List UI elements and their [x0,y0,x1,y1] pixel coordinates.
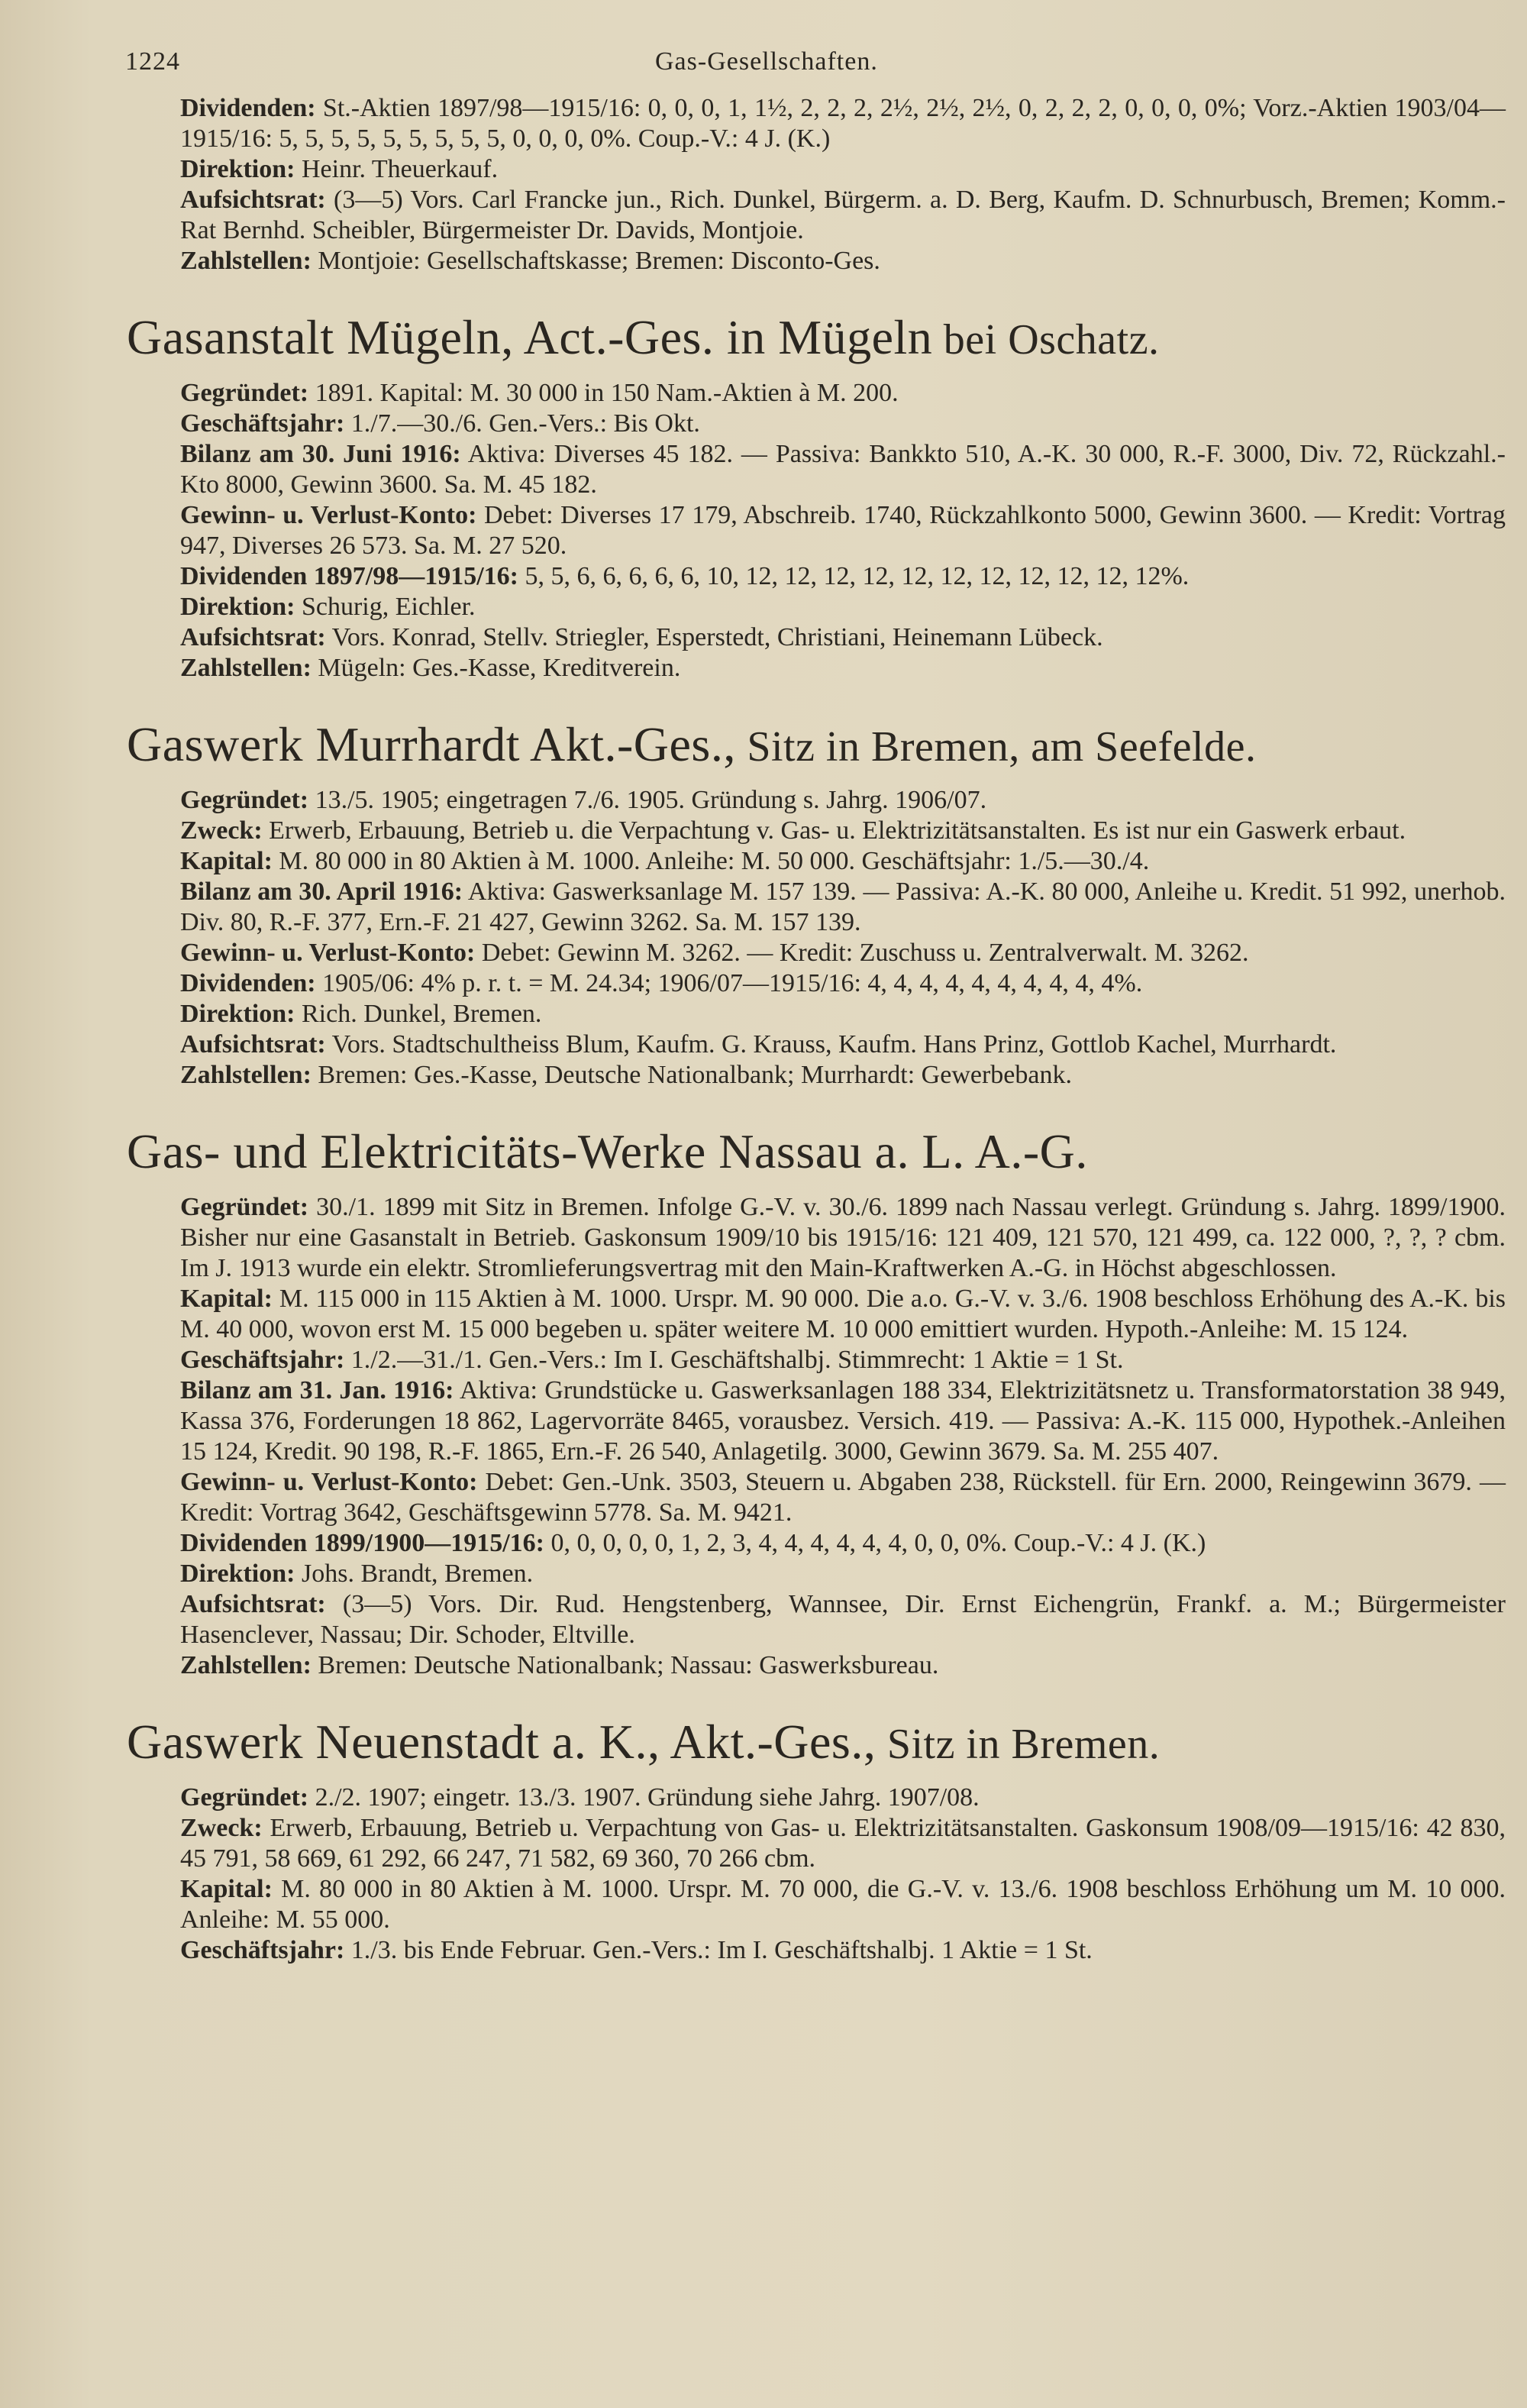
supervisory-board-line: Aufsichtsrat: (3—5) Vors. Carl Francke jun., Rich. Dunkel, Bürgerm. a. D. Berg, Kaufm. D. Schnurbusch, Bremen; Komm.-Rat Bernhd. Scheibler, Bürgermeister Dr. Davids, Montjoie. [180,186,1506,244]
dividends-line: Dividenden: St.-Aktien 1897/98—1915/16: 0, 0, 0, 1, 1½, 2, 2, 2, 2½, 2½, 2½, 0, 2, 2, 2, 0, 0, 0, 0%; Vorz.-Aktien 1903/04—1915/16: 5, 5, 5, 5, 5, 5, 5, 5, 5, 0, 0, 0, 0%. Coup.-V.: 4 J. (K.) [180,94,1506,153]
founded-line: Gegründet: 1891. Kapital: M. 30 000 in 150 Nam.-Aktien à M. 200. [180,379,899,407]
balance-line: Bilanz am 31. Jan. 1916: Aktiva: Grundstücke u. Gaswerksanlagen 188 334, Elektrizitätsnetz u. Transformatorstation 38 949, Kassa 376, Forderungen 18 862, Lagervorräte 8465, vorausbez. Versich. 419. — Passiva: A.-K. 115 000, Hypothek.-Anleihen 15 124, Kredit. 90 198, R.-F. 1865, Ern.-F. 26 540, Anlagetilg. 3000, Gewinn 3679. Sa. M. 255 407. [180,1376,1506,1466]
entry-gaswerk-murrhardt [127,717,1506,1091]
board-line: Direktion: Johs. Brandt, Bremen. [180,1560,534,1588]
dividends-line: Dividenden 1899/1900—1915/16: 0, 0, 0, 0, 0, 1, 2, 3, 4, 4, 4, 4, 4, 4, 0, 0, 0%. Coup.-V.: 4 J. (K.) [180,1529,1206,1557]
company-heading: Gasanstalt Mügeln, Act.-Ges. in Mügeln bei Oschatz. [127,310,1160,364]
fiscal-year-line: Geschäftsjahr: 1./7.—30./6. Gen.-Vers.: Bis Okt. [180,409,700,438]
entry-gaswerk-neuenstadt [127,1715,1506,1966]
supervisory-board-line: Aufsichtsrat: Vors. Konrad, Stellv. Striegler, Esperstedt, Christiani, Heinemann Lübeck. [180,623,1103,651]
capital-line: Kapital: M. 80 000 in 80 Aktien à M. 1000. Anleihe: M. 50 000. Geschäftsjahr: 1./5.—30./4. [180,847,1150,875]
paying-agents-line: Zahlstellen: Montjoie: Gesellschaftskasse; Bremen: Disconto-Ges. [180,247,880,275]
balance-line: Bilanz am 30. April 1916: Aktiva: Gaswerksanlage M. 157 139. — Passiva: A.-K. 80 000, Anleihe u. Kredit. 51 992, unerhob. Div. 80, R.-F. 377, Ern.-F. 21 427, Gewinn 3262. Sa. M. 157 139. [180,878,1506,936]
founded-line: Gegründet: 30./1. 1899 mit Sitz in Bremen. Infolge G.-V. v. 30./6. 1899 nach Nassau verlegt. Gründung s. Jahrg. 1899/1900. Bisher nur eine Gasanstalt in Betrieb. Gaskonsum 1909/10 bis 1915/16: 121 409, 121 570, 121 499, ca. 122 000, ?, ?, ? cbm. Im J. 1913 wurde ein elektr. Stromlieferungsvertrag mit den Main-Kraftwerken A.-G. in Höchst abgeschlossen. [180,1193,1506,1282]
supervisory-board-line: Aufsichtsrat: (3—5) Vors. Dir. Rud. Hengstenberg, Wannsee, Dir. Ernst Eichengrün, Frankf. a. M.; Bürgermeister Hasenclever, Nassau; Dir. Schoder, Eltville. [180,1590,1506,1649]
fiscal-year-line: Geschäftsjahr: 1./3. bis Ende Februar. Gen.-Vers.: Im I. Geschäftshalbj. 1 Aktie = 1 St. [180,1936,1093,1964]
profit-loss-line: Gewinn- u. Verlust-Konto: Debet: Gewinn M. 3262. — Kredit: Zuschuss u. Zentralverwalt. M. 3262. [180,939,1249,967]
balance-line: Bilanz am 30. Juni 1916: Aktiva: Diverses 45 182. — Passiva: Bankkto 510, A.-K. 30 000, R.-F. 3000, Div. 72, Rückzahl.-Kto 8000, Gewinn 3600. Sa. M. 45 182. [180,440,1506,499]
profit-loss-line: Gewinn- u. Verlust-Konto: Debet: Gen.-Unk. 3503, Steuern u. Abgaben 238, Rückstell. für Ern. 2000, Reingewinn 3679. — Kredit: Vortrag 3642, Geschäftsgewinn 5778. Sa. M. 9421. [180,1468,1506,1527]
paying-agents-line: Zahlstellen: Bremen: Ges.-Kasse, Deutsche Nationalbank; Murrhardt: Gewerbebank. [180,1061,1072,1089]
supervisory-board-line: Aufsichtsrat: Vors. Stadtschultheiss Blum, Kaufm. G. Krauss, Kaufm. Hans Prinz, Gottlob Kachel, Murrhardt. [180,1030,1337,1059]
dividends-line: Dividenden 1897/98—1915/16: 5, 5, 6, 6, 6, 6, 6, 10, 12, 12, 12, 12, 12, 12, 12, 12, 12, 12, 12%. [180,562,1190,590]
page-number: 1224 [125,47,180,76]
capital-line: Kapital: M. 80 000 in 80 Aktien à M. 1000. Urspr. M. 70 000, die G.-V. v. 13./6. 1908 beschloss Erhöhung um M. 10 000. Anleihe: M. 55 000. [180,1875,1506,1934]
dividends-line: Dividenden: 1905/06: 4% p. r. t. = M. 24.34; 1906/07—1915/16: 4, 4, 4, 4, 4, 4, 4, 4, 4, 4%. [180,969,1143,997]
paying-agents-line: Zahlstellen: Mügeln: Ges.-Kasse, Kreditverein. [180,654,681,682]
company-heading: Gaswerk Neuenstadt a. K., Akt.-Ges., Sitz in Bremen. [127,1715,1161,1769]
board-line: Direktion: Heinr. Theuerkauf. [180,155,499,183]
running-title: Gas-Gesellschaften. [655,47,878,76]
paying-agents-line: Zahlstellen: Bremen: Deutsche Nationalbank; Nassau: Gaswerksbureau. [180,1651,939,1679]
founded-line: Gegründet: 2./2. 1907; eingetr. 13./3. 1907. Gründung siehe Jahrg. 1907/08. [180,1783,980,1812]
purpose-line: Zweck: Erwerb, Erbauung, Betrieb u. Verpachtung von Gas- u. Elektrizitätsanstalten. Gaskonsum 1908/09—1915/16: 42 830, 45 791, 58 669, 61 292, 66 247, 71 582, 69 360, 70 266 cbm. [180,1814,1506,1873]
capital-line: Kapital: M. 115 000 in 115 Aktien à M. 1000. Urspr. M. 90 000. Die a.o. G.-V. v. 3./6. 1908 beschloss Erhöhung des A.-K. bis M. 40 000, wovon erst M. 15 000 begeben u. später weitere M. 10 000 emittiert wurden. Hypoth.-Anleihe: M. 15 124. [180,1285,1506,1343]
fiscal-year-line: Geschäftsjahr: 1./2.—31./1. Gen.-Vers.: Im I. Geschäftshalbj. Stimmrecht: 1 Aktie = 1 St. [180,1346,1124,1374]
entry-previous-company [180,93,1506,276]
purpose-line: Zweck: Erwerb, Erbauung, Betrieb u. die Verpachtung v. Gas- u. Elektrizitätsanstalten. Es ist nur ein Gaswerk erbaut. [180,816,1406,845]
founded-line: Gegründet: 13./5. 1905; eingetragen 7./6. 1905. Gründung s. Jahrg. 1906/07. [180,786,987,814]
company-heading: Gas- und Elektricitäts-Werke Nassau a. L. A.-G. [127,1124,1088,1178]
board-line: Direktion: Rich. Dunkel, Bremen. [180,1000,542,1028]
entry-gas-elektricitaets-werke-nassau [127,1124,1506,1681]
profit-loss-line: Gewinn- u. Verlust-Konto: Debet: Diverses 17 179, Abschreib. 1740, Rückzahlkonto 5000, Gewinn 3600. — Kredit: Vortrag 947, Diverses 26 573. Sa. M. 27 520. [180,501,1506,560]
running-head [125,47,1506,93]
board-line: Direktion: Schurig, Eichler. [180,593,476,621]
entry-gasanstalt-muegeln [127,310,1506,684]
company-heading: Gaswerk Murrhardt Akt.-Ges., Sitz in Bremen, am Seefelde. [127,717,1257,771]
